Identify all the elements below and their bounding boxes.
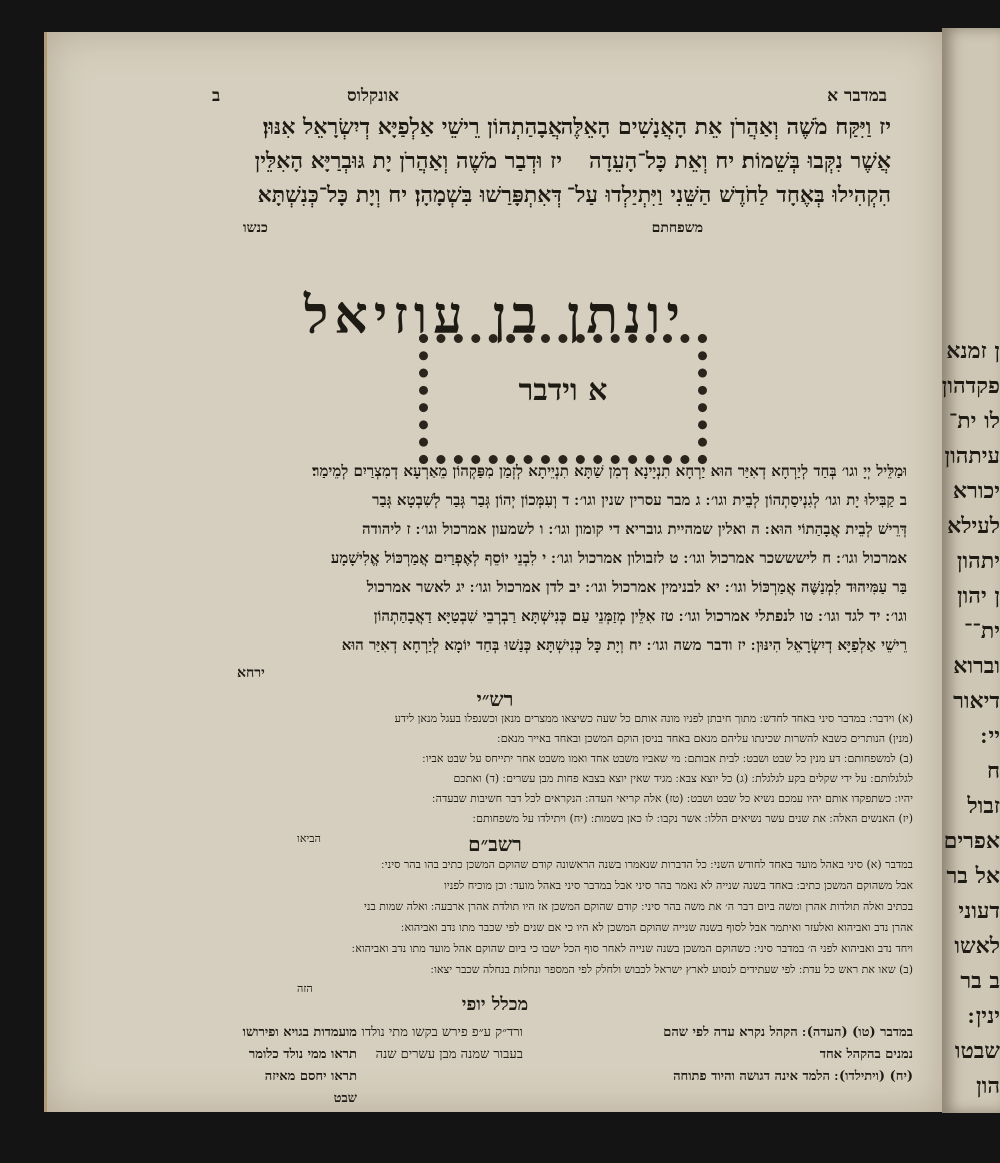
- rashbam-catchword: הזה: [297, 982, 313, 995]
- facing-line: ב בר: [960, 968, 1000, 994]
- catchword: משפחתם: [651, 220, 703, 236]
- rashbam-line: אהרן נדב ואביהוא ואלעזר ואיתמר אבל לסוף בשנה שנייה שהוקם המשכן לא היו כי אם שנים לפי שכבר מתו נדב ואביהוא ׃: [400, 921, 913, 934]
- michlal-line: במדבר (טו) (העדה) ׃ הקהל נקרא עדה לפי שהם: [663, 1025, 913, 1040]
- michlal-line: מועמדות בגויא ופירושו: [242, 1025, 357, 1040]
- facing-line: וברוא: [953, 653, 1000, 679]
- michlal-yofi-right-col: [553, 1022, 913, 1088]
- rashi-line: לגלגלותם ׃ על ידי שקלים בקע לגלגלת ׃ (ג) כל יוצא צבא ׃ מגיד שאין יוצא בצבא פחות מבן עשרים ׃ (ד) ואתכם: [453, 772, 913, 785]
- facing-line: פקדהון: [942, 373, 1000, 399]
- rashbam-line: בכתיב ואלה תולדות אהרן ומשה ביום דבר ה׳ את משה בהר סיני ׃ קודם שהוקם המשכן אז היו תולדת אהרן ארבעה ׃ ואלה שמות בני: [364, 900, 913, 913]
- michlal-line: שבט: [333, 1091, 357, 1106]
- onkelos-line: אֲבָהַתְהוֹן רֵישֵׁי אַלְפַיָּא דְיִשְׂרָאֵל אִנּוּן׃: [262, 114, 562, 140]
- catchword: כנשו: [243, 220, 268, 236]
- facing-line: ן יהון: [957, 583, 1000, 609]
- running-head-left: אונקלוס: [347, 86, 399, 106]
- catchword: ירחא: [237, 665, 265, 681]
- rashbam-line: ויחד נדב ואביהוא לפני ה׳ במדבר סיני ׃ כשהוקם המשכן בשנה שנייה לאחר סוף הכל ישבו כי ביום שהוקם אהל מועד מתו נדב ואביהוא ׃: [351, 942, 913, 955]
- rashi-line: יהיו ׃ כשתפקדו אותם יהיו עמכם נשיא כל שבט ושבט ׃ (טז) אלה קריאי העדה ׃ הנקראים לכל דבר חשיבות שבעדה ׃: [432, 792, 913, 805]
- onkelos-line: יז וּדְבַר מֹשֶׁה וְאַהֲרֹן יָת גּוּבְרַיָּא הָאִלֵּין: [254, 148, 562, 174]
- hebrew-line: יז וַיִּקַּח מֹשֶׁה וְאַהֲרֹן אֵת הָאֲנָשִׁים הָאֵלֶּה: [560, 114, 891, 140]
- facing-line: לאשו: [954, 933, 1000, 959]
- michlal-line: תראו יחסם מאיזה: [264, 1069, 357, 1084]
- facing-line: דיאור: [953, 688, 1000, 714]
- facing-line: יי ׃: [980, 723, 1000, 749]
- hebrew-line: אֲשֶׁר נִקְּבוּ בְּשֵׁמוֹת׃ יח וְאֵת כָּל־הָעֵדָה: [589, 148, 891, 174]
- jonathan-line: דְּרֵישׁ לְבֵית אֲבָהַתוֹי הוּא ׃ ה ואלין שמהיית גובריא די קומון וגו׳ ׃ ו לשמעון אמרכול וגו׳ ׃ ז ליהודה: [362, 520, 907, 538]
- facing-line: ח: [986, 758, 1000, 784]
- running-head-right: במדבר א: [827, 86, 887, 106]
- rashi-catchword: הביאו: [297, 832, 321, 845]
- facing-line: דעוני: [958, 898, 1000, 924]
- rashbam-title: רשב״ם: [468, 832, 522, 856]
- page-letter: ב: [212, 86, 221, 106]
- jonathan-line: וגו׳ ׃ יד לגד וגו׳ ׃ טו לנפתלי אמרכול וגו׳ ׃ טז אִלֵּין מְזַמְּנֵי עַם כְּנִישְׁתָּא רַבְרְבֵי שִׁבְטַיָּא דַאֲבָהַתְהוֹן: [373, 607, 907, 625]
- rashbam-line: (ב) שאו את ראש כל עדת ׃ לפי שעתידים לנסוע לארץ ישראל לכבוש ולחלק לפי המספר ונחלות בנחלה שכבר יצאו ׃: [430, 963, 913, 976]
- book-page: [44, 32, 943, 1112]
- michlal-line: ורד״ק ע״פ פירש בקשו מתי נולדו: [361, 1025, 523, 1040]
- facing-line: שבטו: [954, 1038, 1000, 1064]
- facing-line: יתהון: [956, 548, 1000, 574]
- facing-line: אל בר: [946, 863, 1000, 889]
- jonathan-line: וּמַלֵּיל יְיָ וגו׳ בְּחַד לְיַרְחָא דְאִיַּר הוּא יַרְחָא תִנְיָינָא דְמִן שַׁתָּא תִנְיֵיתָא לְזְמַן מִפַּקְהוֹן מֵאַרְעָא דְמִצְרַיִם לְמֵימַר׃: [312, 462, 907, 480]
- michlal-line: (יח) (ויתילדו) ׃ הלמד אינה דגושה והיוד פתוחה: [673, 1069, 913, 1084]
- rashi-line: (מנין) הנותרים כשבא להשרות שכינתו עליהם מנאם באחד בניסן הוקם המשכן ובאחד באייר מנאם ׃: [497, 732, 913, 745]
- box-title: א וידבר: [518, 373, 608, 408]
- facing-page-edge: [942, 28, 1000, 1113]
- facing-line: זבול: [967, 793, 1000, 819]
- facing-line: לעילא: [947, 513, 1000, 539]
- jonathan-line: רֵישֵׁי אַלְפַיָּא דְיִשְׂרָאֵל הִינּוּן ׃ יז ודבר משה וגו׳ ׃ יח וְיָת כָּל כְּנִישְׁתָּא כְּנַשׁוּ בְּחַד יוֹמָא לְיַרְחָא דְאִיַּר הוּא: [341, 636, 907, 654]
- section-title-jonathan: יונתן בן עוזיאל: [304, 285, 686, 346]
- facing-line: ינין ׃: [968, 1003, 1000, 1029]
- facing-line: לו ית־: [948, 408, 1000, 434]
- jonathan-line: אמרכול וגו׳ ׃ ח לישששכר אמרכול וגו׳ ׃ ט לזבולון אמרכול וגו׳ ׃ י לִבְנֵי יוֹסֵף לְאֶפְרַיִם אֲמַרְכּוֹל אֱלִישָׁמָע: [330, 549, 907, 567]
- hebrew-line: הִקְהִילוּ בְּאֶחָד לַחֹדֶשׁ הַשֵּׁנִי וַיִּתְיַלְדוּ עַל־: [566, 182, 891, 208]
- facing-line: יכורא: [952, 478, 1000, 504]
- jonathan-line: בַּר עַמִּיהוּד לִמְנַשֶּׁה אֲמַרְכּוֹל וגו׳ ׃ יא לבנימין אמרכול וגו׳ ׃ יב לדן אמרכול וגו׳ ׃ יג לאשר אמרכול: [366, 578, 907, 596]
- jonathan-line: ב קַבִּילוּ יָת וגו׳ לְגִנְיסַתְהוֹן לְבֵית וגו׳ ׃ ג מבר עסרין שנין וגו׳ ׃ ד וְעִמְּכוֹן יְהוֹן גְּבַר גְּבַר לְשִׁבְטָא גְּבַר: [372, 491, 907, 509]
- facing-line: ן זמנא: [946, 338, 1000, 364]
- facing-line: אפרים: [943, 828, 1000, 854]
- facing-line: ית־־: [963, 618, 1000, 644]
- michlal-yofi-middle-col: [333, 1022, 523, 1066]
- rashi-line: (יז) האנשים האלה ׃ את שנים עשר נשיאים הללו ׃ אשר נקבו ׃ לו כאן בשמות ׃ (יח) ויתילדו על משפחותם ׃: [472, 812, 913, 825]
- facing-line: עיתהון: [944, 443, 1000, 469]
- michlal-line: תראו ממי נולד כלומר: [248, 1047, 357, 1062]
- michlal-line: נמנים בהקהל אחד: [819, 1047, 913, 1062]
- michlal-line: בעבור שמנה מבן עשרים שנה: [375, 1047, 523, 1062]
- rashi-line: (א) וידבר ׃ במדבר סיני באחד לחדש ׃ מתוך חיבתן לפניו מונה אותם כל שעה כשיצאו ממצרים מנאן וכשנפלו בעגל מנאן לידע: [394, 712, 913, 725]
- rashi-title: רש״י: [476, 687, 514, 711]
- michlal-yofi-left-col: [167, 1022, 357, 1110]
- ornamental-frame: [419, 334, 707, 464]
- michlal-yofi-title: מכלל יופי: [461, 994, 529, 1015]
- rashbam-line: אבל משהוקם המשכן כתיב ׃ באחד בשנה שנייה לא נאמר בהר סיני אבל במדבר סיני באהל מועד ׃ וכן מוכיח לפניו: [444, 879, 913, 892]
- rashi-line: (ב) למשפחותם ׃ דע מנין כל שבט ושבט ׃ לבית אבותם ׃ מי שאביו משבט אחד ואמו משבט אחר יתייחס על שבט אביו ׃: [422, 752, 913, 765]
- rashbam-line: במדבר (א) סיני באהל מועד באחד לחודש השני ׃ כל הדברות שנאמרו בשנה הראשונה קודם שהוקם המשכן כתיב בהו בהר סיני ׃: [381, 858, 913, 871]
- facing-line: הון: [976, 1073, 1000, 1099]
- onkelos-line: דְּאִתְפָּרַשׁוּ בִּשְׁמָהָן׃ יח וְיָת כָּל־כְּנִשְׁתָּא: [257, 182, 562, 208]
